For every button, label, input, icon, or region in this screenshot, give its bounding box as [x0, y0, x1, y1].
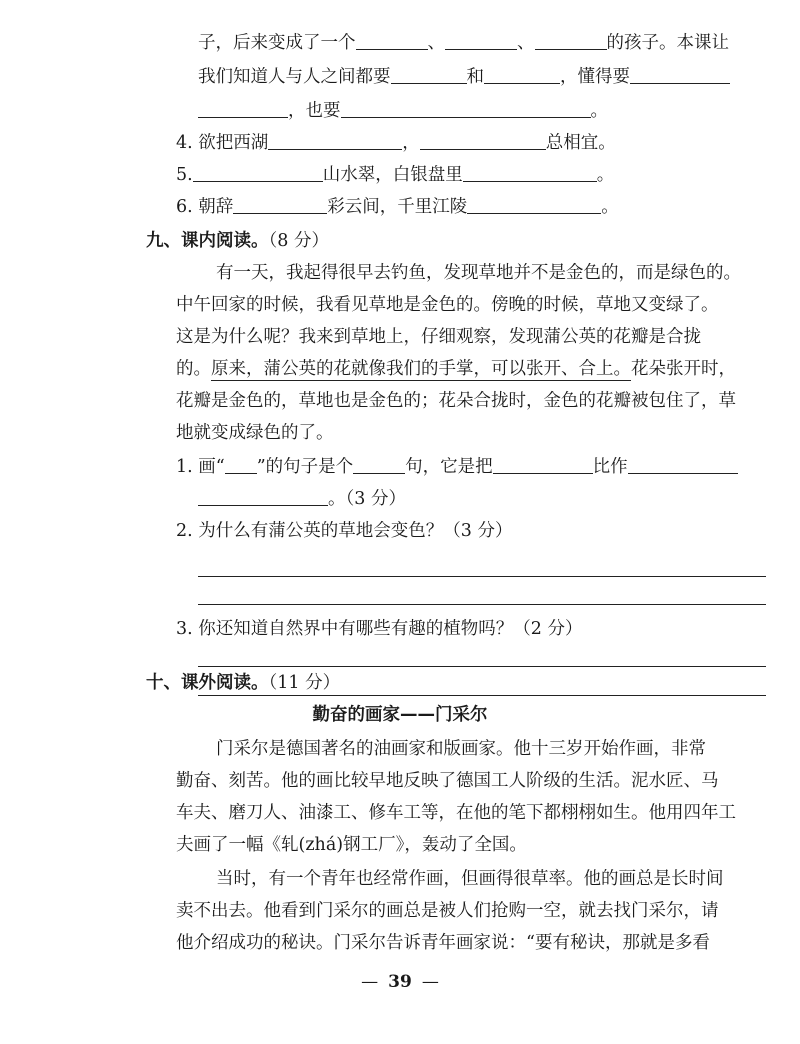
answer-blank[interactable]: [341, 97, 591, 118]
text: ，懂得要: [560, 67, 630, 87]
answer-blank[interactable]: [463, 161, 597, 182]
text: 花瓣是金色的，草地也是金色的；花朵合拢时，金色的花瓣被包住了，草: [176, 391, 736, 411]
passage-line: [216, 734, 706, 764]
text: 我们知道人与人之间都要: [198, 67, 391, 87]
passage-line: [176, 830, 527, 860]
text: 花朵张开时，: [631, 359, 736, 379]
text: 地就变成绿色的了。: [176, 423, 334, 443]
fill-line-2: [198, 62, 730, 92]
question-4: [176, 128, 616, 158]
text: 1. 画“: [176, 457, 225, 477]
section-score: （11 分）: [268, 673, 341, 693]
text: 4. 欲把西湖: [176, 133, 269, 153]
section-title: 十、课外阅读。: [146, 673, 269, 693]
answer-line[interactable]: [198, 604, 766, 605]
answer-blank[interactable]: [198, 97, 288, 118]
text: 句，它是把: [405, 457, 493, 477]
answer-blank[interactable]: [467, 193, 601, 214]
text: 3. 你还知道自然界中有哪些有趣的植物吗？（2 分）: [176, 619, 583, 639]
answer-blank[interactable]: [535, 29, 607, 50]
text: 有一天，我起得很早去钓鱼，发现草地并不是金色的，而是绿色的。: [216, 263, 741, 283]
text: 他介绍成功的秘诀。门采尔告诉青年画家说：“要有秘诀，那就是多看: [176, 933, 710, 953]
text: 子，后来变成了一个: [198, 33, 356, 53]
text: 的。: [176, 359, 211, 379]
passage-line: [216, 864, 724, 894]
underline-sample: [225, 453, 257, 474]
question-5: [176, 160, 614, 190]
question-9-1: [176, 452, 738, 482]
answer-blank[interactable]: [420, 129, 546, 150]
text: 中午回家的时候，我看见草地是金色的。傍晚的时候，草地又变绿了。: [176, 295, 719, 315]
text: ，也要: [288, 101, 341, 121]
passage-line: [176, 798, 736, 828]
passage-title: 勤奋的画家——门采尔: [312, 705, 488, 725]
answer-blank[interactable]: [484, 63, 560, 84]
answer-line[interactable]: [198, 666, 766, 667]
text: 5.: [176, 165, 193, 185]
fill-line-1: [198, 28, 729, 58]
question-9-3: [176, 614, 582, 644]
answer-blank[interactable]: [445, 29, 517, 50]
question-6: [176, 192, 619, 222]
text: 当时，有一个青年也经常作画，但画得很草率。他的画总是长时间: [216, 869, 724, 889]
text: 彩云间，千里江陵: [327, 197, 468, 217]
text: 勤奋、刻苦。他的画比较早地反映了德国工人阶级的生活。泥水匠、马: [176, 771, 719, 791]
dash: —: [421, 972, 439, 992]
section-title: 九、课内阅读。: [146, 231, 269, 251]
text: 。: [590, 101, 608, 121]
passage-line: [176, 928, 710, 958]
section-score: （8 分）: [268, 231, 329, 251]
passage-line: [176, 354, 736, 384]
text: 。（3 分）: [328, 489, 406, 509]
answer-blank[interactable]: [353, 453, 405, 474]
text: 、: [427, 33, 445, 53]
passage-line: [176, 766, 719, 796]
answer-blank[interactable]: [268, 129, 402, 150]
answer-blank[interactable]: [630, 63, 730, 84]
passage-line: [176, 386, 736, 416]
question-9-1-cont: [198, 484, 406, 514]
answer-blank[interactable]: [193, 161, 323, 182]
text: 卖不出去。他看到门采尔的画总是被人们抢购一空，就去找门采尔，请: [176, 901, 719, 921]
section-10-heading: [146, 668, 340, 698]
text: ”的句子是个: [256, 457, 354, 477]
question-9-2: [176, 516, 512, 546]
text: 。: [596, 165, 615, 185]
passage-line: [176, 290, 719, 320]
answer-blank[interactable]: [233, 193, 327, 214]
passage-line: [176, 322, 701, 352]
dash: —: [361, 972, 379, 992]
page-number: [0, 972, 800, 992]
fill-line-3: [198, 96, 608, 126]
text: 总相宜。: [545, 133, 616, 153]
passage-line: [176, 418, 334, 448]
text: 和: [466, 67, 484, 87]
underlined-sentence: 原来，蒲公英的花就像我们的手掌，可以张开、合上。: [211, 359, 631, 379]
answer-blank[interactable]: [493, 453, 593, 474]
answer-blank[interactable]: [391, 63, 467, 84]
text: 比作: [592, 457, 628, 477]
text: 2. 为什么有蒲公英的草地会变色？（3 分）: [176, 521, 513, 541]
text: 的孩子。本课让: [606, 33, 729, 53]
text: 车夫、磨刀人、油漆工、修车工等，在他的笔下都栩栩如生。他用四年工: [176, 803, 736, 823]
text: 、: [517, 33, 535, 53]
section-9-heading: [146, 226, 329, 256]
page-number-value: 39: [388, 972, 412, 992]
answer-blank[interactable]: [198, 485, 328, 506]
text: 夫画了一幅《轧(zhá)钢工厂》，轰动了全国。: [176, 835, 527, 855]
text: 6. 朝辞: [176, 197, 234, 217]
passage-line: [176, 896, 719, 926]
text: 这是为什么呢？我来到草地上，仔细观察，发现蒲公英的花瓣是合拢: [176, 327, 701, 347]
text: 山水翠，白银盘里: [322, 165, 463, 185]
passage-line: [216, 258, 741, 288]
text: 门采尔是德国著名的油画家和版画家。他十三岁开始作画，非常: [216, 739, 706, 759]
answer-line[interactable]: [198, 576, 766, 577]
text: ，: [402, 133, 420, 153]
answer-blank[interactable]: [628, 453, 738, 474]
text: 。: [601, 197, 619, 217]
answer-blank[interactable]: [356, 29, 428, 50]
